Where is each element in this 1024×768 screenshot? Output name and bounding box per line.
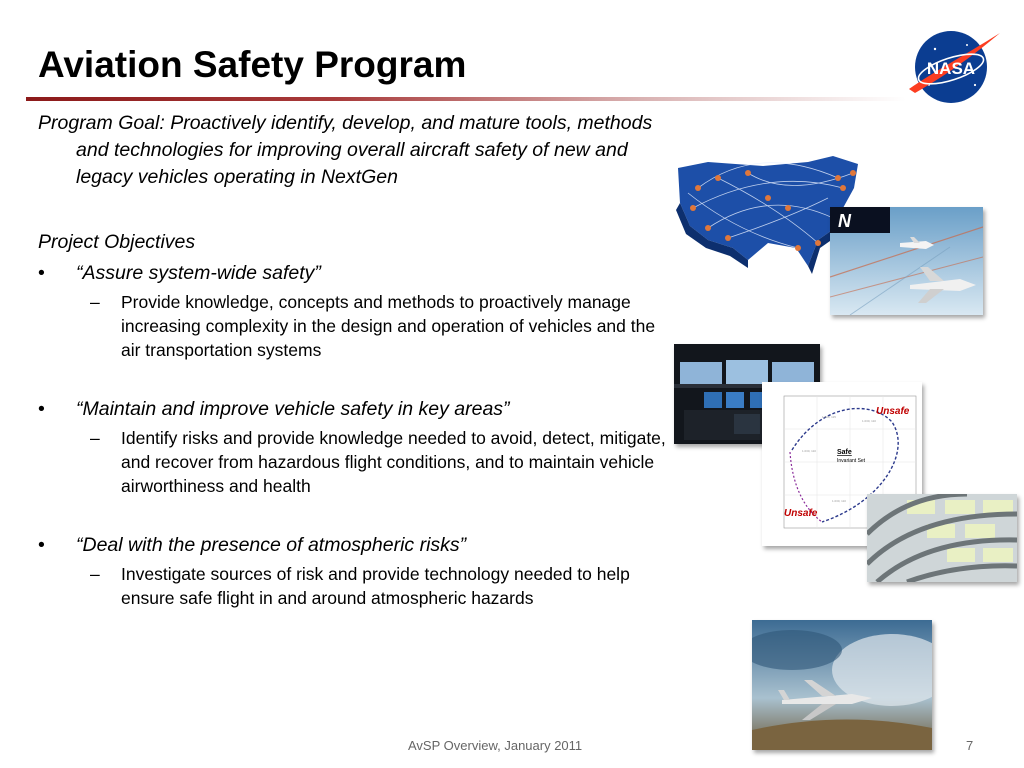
dash-marker: – [90,428,100,448]
plot-unsafe-bottom-label: Unsafe [784,508,818,519]
bullet-marker: • [38,534,45,556]
plot-invariant-label: Invariant Set [837,458,866,464]
footer-title: AvSP Overview, January 2011 [408,738,583,753]
plot-safe-label: Safe [837,449,852,456]
svg-text:N: N [838,211,851,231]
objective-title: “Maintain and improve vehicle safety in key areas” [76,398,510,420]
nasa-logo-text: NASA [926,59,976,78]
svg-text:1.030, 110: 1.030, 110 [832,499,846,503]
bullet-marker: • [38,398,45,420]
objectives-heading: Project Objectives [38,231,196,253]
page-number: 7 [966,738,974,753]
plot-unsafe-top-label: Unsafe [876,406,910,417]
program-goal: Program Goal: Proactively identify, develop, and mature tools, methods and technologies for improving overall aircraft safety of new and legacy vehicles operating in NextGen [38,112,653,188]
title-underline [26,97,906,101]
svg-text:1.030, 110: 1.030, 110 [802,449,816,453]
objective-bullet [38,532,678,559]
dash-marker: – [90,564,100,584]
objective-title: “Deal with the presence of atmospheric risks” [76,534,467,556]
bullet-marker: • [38,262,45,284]
nasa-logo [905,27,1001,105]
aircraft-storm-image [752,620,932,750]
objective-bullet [38,260,678,287]
structures-image [867,494,1017,582]
objective-detail-text: Provide knowledge, concepts and methods to proactively manage increasing complexity in the design and operation of vehicles and the air transportation systems [121,292,656,360]
objective-detail [38,562,678,610]
objective-title: “Assure system-wide safety” [76,262,321,284]
objective-detail [38,426,678,498]
nextgen-aircraft-image [830,207,983,315]
objective-detail [38,290,678,362]
svg-text:1.030, 110: 1.030, 110 [862,419,876,423]
slide-body [38,110,678,610]
objective-detail-text: Identify risks and provide knowledge needed to avoid, detect, mitigate, and recover from hazardous flight conditions, and to maintain vehicle airworthiness and health [121,428,666,496]
dash-marker: – [90,292,100,312]
objective-bullet [38,396,678,423]
svg-text:1.030, 115: 1.030, 115 [822,415,836,419]
objective-detail-text: Investigate sources of risk and provide technology needed to help ensure safe flight in and around atmospheric hazards [121,564,630,608]
slide-title: Aviation Safety Program [38,44,467,85]
